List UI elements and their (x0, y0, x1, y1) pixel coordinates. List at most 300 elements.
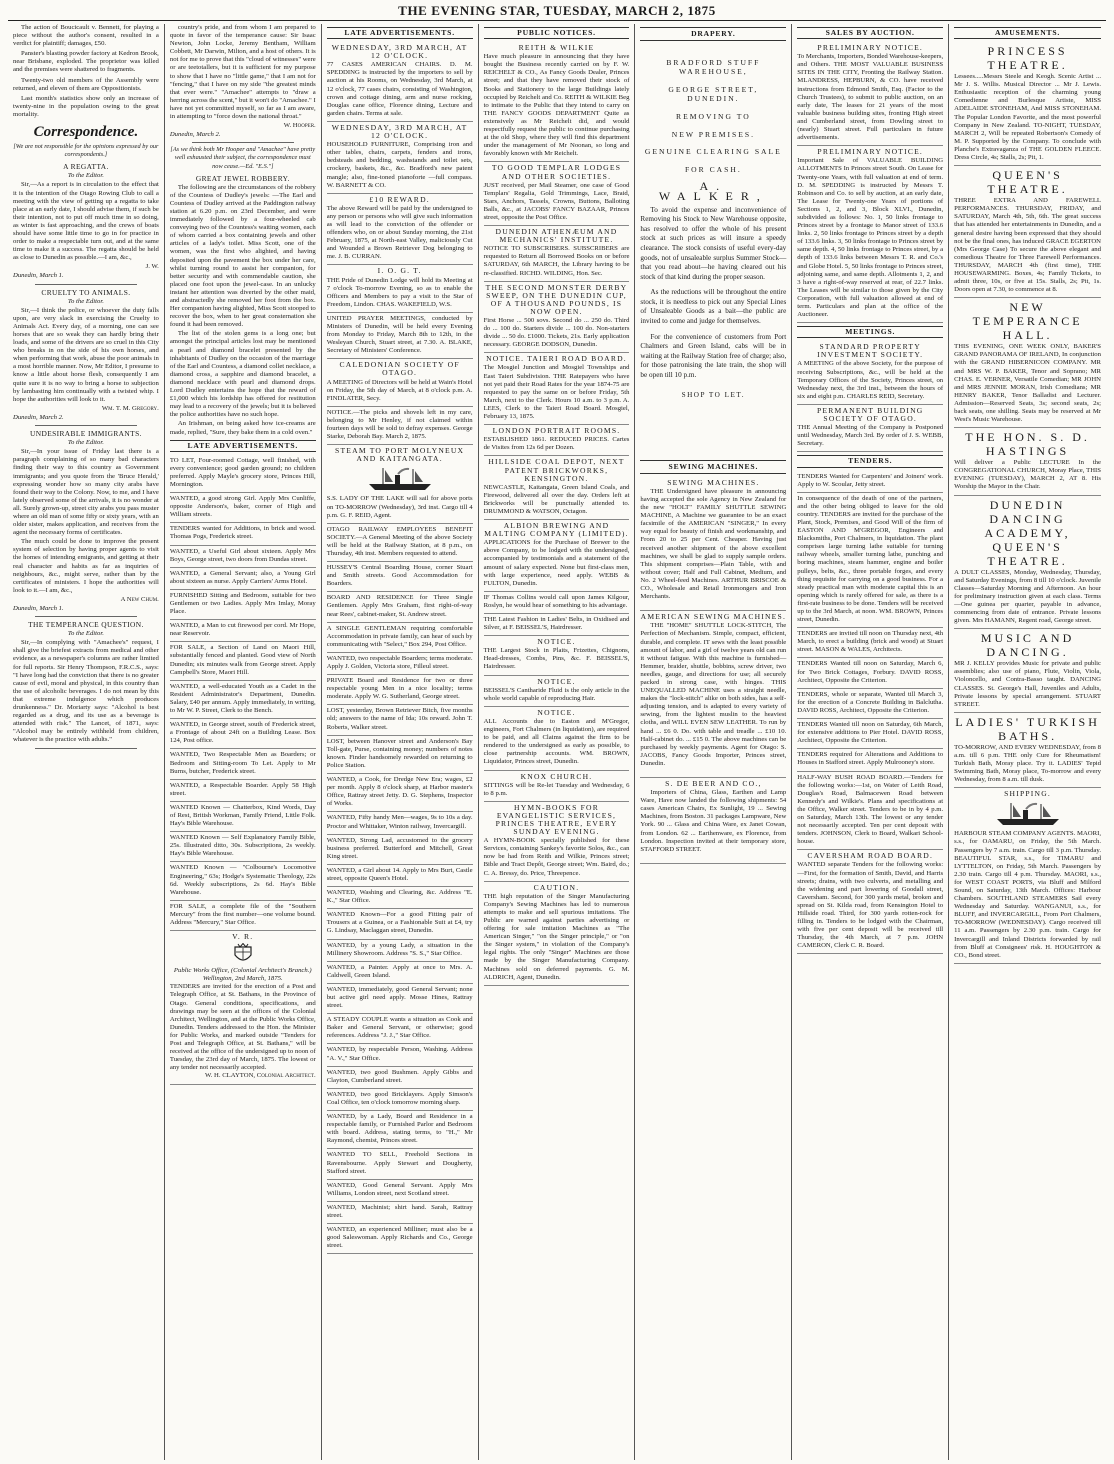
ad-body: To Merchants, Importers, Bonded Warehouse-keepers, and Others. THE MOST VALUABLE BUSINESS SITES IN THE CITY, Fronting the Railway Station. MLANDRESS, HEPBURN, & CO. have received instructions from Edmond Smith, Esq. (Factor to the Church Trustees), to submit to public auction, on an early date, The leases for 21 years of the most valuable business building sites, fronting High street and Cumberland street, from Dowling street to (nearly) Stuart street. Full particulars in future advertisements. (797, 53, 944, 142)
ad-body: APPLICATIONS for the Purchase of Brewer to the above Company, to be lodged with the undersigned, accompanied by testimonials and a statement of the amount of salary expected. None but first-class men, with large experience, need apply. WEBB & FULTON, Dunedin. (483, 539, 630, 587)
ad-heading: PRELIMINARY NOTICE. (817, 147, 924, 157)
ad-body: WANTED separate Tenders for the following works:—First, for the formation of Smith, David, and Harris streets; drains, with two culverts, and metalling and the widening and part lowering of Goodall street, Caversham. Second, for 300 yards metal, broken and spread on St. Kilda road, from Kensington Hotel to Hillside road. Third, for 300 yards rotten-rock for filling in. Tenders to be lodged with the Chairman, with five per cent deposit will be received till Thursday, the 4th March, at 7 p.m. JOHN CAMERON, Clerk C. R. Board. (797, 861, 944, 950)
advertisement (327, 1044, 473, 1066)
advertisement (327, 42, 473, 122)
ad-body: WANTED, Good General Servant. Apply Mrs Williams, London street, next Scotland street. (326, 1181, 473, 1197)
ad-heading: DUNEDIN DANCING ACADEMY, QUEEN'S THEATRE. (984, 497, 1071, 568)
drapery-line: FOR CASH. (684, 164, 742, 174)
ad-body: Will deliver a Public LECTURE In the CONGREGATIONAL CHURCH, Moray Place, THIS EVENING (TUESDAY), MARCH 2, AT 8. His Worship the Mayor in the Chair. (954, 459, 1101, 491)
advertisement (327, 592, 473, 622)
article-date: Dunedin, March 1. (13, 272, 64, 280)
ad-body: WANTED, a Painter. Apply at once to Mrs. A. Caldwell, Green Island. (326, 963, 473, 979)
royal-crest-icon (230, 943, 256, 965)
ad-heading: NEW TEMPERANCE HALL. (972, 300, 1083, 343)
article-subtitle: To the Editor. (67, 630, 104, 638)
advertisement (170, 862, 316, 900)
advertisement (327, 524, 473, 562)
ad-body: TENDERS Wanted for Carpenters' and Joiners' work. Apply to W. Scoular, Jetty street. (797, 472, 944, 488)
ad-body: WANTED, two good Bushmen. Apply Gibbs and Clayton, Cumberland street. (326, 1068, 473, 1084)
ad-body: WANTED, a Girl about 14. Apply to Mrs Burt, Castle street, opposite Queen's Hotel. (326, 866, 473, 882)
masthead-title: THE EVENING STAR, TUESDAY, MARCH 2, 1875 (398, 3, 716, 18)
ad-body: A MEETING of Directors will be held at Wain's Hotel on Friday, the 5th day of March, at 8 o'clock p.m. A. FINDLATER, Secy. (326, 378, 473, 402)
advertisement (484, 353, 630, 425)
divider-rule (35, 425, 137, 426)
ad-body: TENDERS, whole or separate, Wanted till March 3, for the erection of a Concrete Building in Balclutha. DAVID ROSS, Architect, Opposite the Criterion. (797, 690, 944, 714)
drapery-paragraph: As the reductions will be throughout the entire stock, it is needless to pick out any Special Lines of Unsaleable Goods as a bait—the public are invited to come and judge for themselves. (640, 288, 787, 326)
ad-heading: WEDNESDAY, 3RD MARCH, AT 12 O'CLOCK. (331, 122, 468, 141)
advertisement (797, 850, 943, 954)
editor-note: [As we think both Mr Hooper and "Amachee" have pretty well exhausted their subject, the correspondence must now cease.—Ed. "E.S."] (170, 146, 316, 170)
advertisement (327, 940, 473, 962)
article-signature: W. Hooper. (283, 122, 316, 130)
ad-body: A MEETING of the above Society, for the purpose of receiving Subscriptions, &c., will be held at the Temporary Offices of the Society, Princes street, on Wednesday next, the 3rd inst., between the hours of six and eight p.m. CHARLES REID, Secretary. (797, 360, 944, 400)
advertisement (484, 771, 630, 802)
news-paragraph: Last month's statistics show only an increase of twenty-nine in the population owing to the great mortality. (13, 94, 159, 118)
article-signature: A New Chum. (120, 595, 159, 603)
advertisement (484, 456, 630, 520)
ad-body: WANTED, a well-educated Youth as a Cadet in the Resident Administrator's Department, Dunedin. Salary, £40 per annum. Apply immediately, in writing, to Mr W. P. Street, Clerk to the Bench. (169, 682, 316, 715)
ad-heading: HYMN-BOOKS FOR EVANGELISTIC SERVICES, PRINCES THEATRE, EVERY SUNDAY EVENING. (495, 802, 618, 837)
shop-to-let: SHOP TO LET. (681, 390, 746, 399)
article-paragraph: Sir,—In complying with "Amachee's" request, I shall give the briefest extracts from medical and other evidence, as a newspaper's columns are rather limited for full reports. Sir Henry Thompson, F.R.C.S., says: "I have long had the conviction that there is no greater cause of evil, moral and physical, in this country than the use of alcoholic beverages. I do not mean by this that extreme indulgence which produces drunkenness." Dr. Moriarty says: "Alcohol is best regarded as a drug, and its use as a beverage is attended with risk." The Lancet, of 1871, says: "Alcohol may be entirely withheld from children, whatever is the practice with adults." (13, 639, 159, 744)
ad-heading: CAUTION. (533, 882, 580, 892)
advertisement (327, 1067, 473, 1089)
ad-body: THE "HOME" SHUTTLE LOCK-STITCH, The Perfection of Mechanism. Simple, compact, efficient, durable, and complete. IT sews with the least possible amount of labor, and a girl of twelve years old can run it without fatigue. With this machine is furnished—Hemmer, braider, shuttle, bobbins, screw driver, two needles, gauge, and directions for use; all securely packed in strong case, with hinges. THIS UNEQUALLED MACHINE uses a straight needle, makes the "lock-stitch" alike on both sides, has a self-adjusting tension, and is adapted to every variety of sewing, from the lightest muslin to the heaviest cloths, and WILL EVEN SEW LEATHER. To run by hand ... £6 0. Do. with table and treadle ... £10 10. Half-cabinet do. ... £15 0. The above machines can be purchased by weekly payments. Agent for Otago: S. JACOBS, Fancy Goods Importer, Princes street, Dunedin. (640, 622, 787, 767)
ad-heading: AMERICAN SEWING MACHINES. (640, 612, 787, 622)
article-paragraph: The much could be done to improve the present system of selection by having proper agents to visit the homes of intending emigrants, and getting at their real character and habits as far as inquiries of neighbours, &c., might serve, rather than by the certificates of ministers. I hope the authorities will look to it.—I am, &c., (13, 538, 159, 594)
ad-heading: LADIES' TURKISH BATHS. (955, 714, 1100, 743)
advertisement (170, 590, 316, 620)
advertisement (327, 1202, 473, 1224)
ad-signature: W. H. CLAYTON, Colonial Architect. (205, 1072, 316, 1080)
ad-body: WANTED, by respectable Person, Washing. Address "A. V.," Star Office. (326, 1046, 473, 1062)
ad-body: Lessees.....Messrs Steele and Keogh. Scenic Artist ... Mr J. S. Willis. Musical Director ... Mr J. Lewis. Enthusiastic reception of the charming young Comedienne and Burlesque Artiste, MISS ADELAIDE STONEHAM, And MISS STONEHAM. The Popular London Favorite, and the most powerful Company in New Zealand. TO-NIGHT, TUESDAY, MARCH 2, Will be repeated Robertson's Comedy of M. P. Supported by the Company. To conclude with Planche's Extravaganza of THE GOLDEN FLEECE. Dress Circle, 4s; Stalls, 2s; Pit, 1. (954, 73, 1101, 162)
ad-body: TENDERS are invited till noon on Thursday next, 4th March, to erect a building (brick and wood) at Stuart street. MASON & WALES, Architects. (797, 630, 944, 654)
advertisement (170, 780, 316, 802)
ad-body: TENDERS Wanted till noon on Saturday, March 6, for Two Brick Cottages, Forbury. DAVID ROSS, Architect, Opposite the Criterion. (797, 660, 944, 684)
robbery-body (170, 184, 316, 437)
column-5 (635, 24, 792, 1460)
ad-body: WANTED, in George street, south of Frederick street, a Frontage of about 24ft on a Building Lease. Box 124, Post office. (169, 721, 316, 745)
advertisement (327, 194, 473, 266)
advertisement (797, 689, 943, 719)
advertisement (954, 428, 1101, 495)
ad-body: WANTED Known—For a good Fitting pair of Trousers at a Guinea, or a Fashionable Suit at £4, try G. Lindsay, Maclaggan street, Dunedin. (326, 911, 473, 935)
ad-body: WANTED Known — "Colbourne's Locomotive Engineering," 63s; Hodge's Systematic Theology, 22s 6d. Weekly subscriptions, 2s 6d. Hay's Bible Warehouse. (169, 864, 316, 896)
ad-body: IF Thomas Collins would call upon James Kilgour, Roslyn, he would hear of something to his advantage. (483, 593, 630, 609)
article-body (13, 639, 159, 744)
ad-body: LOST, between Hanover street and Anderson's Bay Toll-gate, Purse, containing money; numbers of notes known. Finder handsomely rewarded on returning to Police Station. (326, 737, 473, 769)
ad-heading: PRINCESS THEATRE. (987, 44, 1068, 73)
advertisement (484, 42, 630, 162)
advertisement (170, 523, 316, 545)
ad-body: First Horse ... 500 sovs. Second do ... 250 do. Third do ... 100 do. Starters divide ... 100 do. Non-starters divide ... 50 do. £1000. Tickets, 21s. Early application necessary. GEORGE DODSON, Dunedin. (483, 317, 630, 349)
ad-heading: STANDARD PROPERTY INVESTMENT SOCIETY. (817, 342, 924, 360)
article-paragraph: The following are the circumstances of the robbery of the Countess of Dudley's jewels: —The Earl and Countess of Dudley arrived at the Paddington railway station at 6.20 p.m. on 23rd December, and were immediately followed by a four-wheeled cab conveying two of the Countess's waiting women, each of whom carried a box containing jewels and other articles of a lady's toilet. Miss Scott, one of the women, was the first who alighted, and having deposited upon the pavement the box under her care, whilst turning round to assist her companion, for better security and with commendable caution, she placed one foot upon the jewel-case. In an unlucky instant her attention was diverted by the other maid, and abstractedly she removed her foot from the box. Her companion having alighted, Miss Scott stooped to recover the box, when to her great consternation she found it had been removed. (169, 183, 316, 329)
walker-name: A. WALKER, (658, 179, 768, 203)
drapery-line: REMOVING TO (676, 111, 751, 121)
advertisement (797, 493, 943, 629)
advertisement (797, 471, 943, 493)
advertisement (484, 707, 630, 771)
ad-body: SITTINGS will be Re-let Tuesday and Wednesday, 6 to 8 p.m. (483, 781, 630, 797)
ad-body: THE Latest Fashion in Ladies' Belts, in Oxidised and Silver, at F. BEISSEL'S, Hairdresser. (483, 616, 630, 632)
article-body (13, 448, 159, 595)
advertisement (484, 882, 630, 986)
advertisement (640, 477, 786, 611)
advertisement (484, 676, 630, 707)
public-works-notice (170, 931, 316, 1084)
ad-body: WANTED, by a Lady, Board and Residence in a respectable family, or Furnished Parlor and Bedroom with board. Address, stating terms, to "H.," Mr Raymond, chemist, Princes street. (326, 1113, 473, 1145)
advertisement (484, 425, 630, 456)
advertisement (797, 405, 943, 452)
advertisement (327, 1180, 473, 1202)
advertisement (484, 614, 630, 636)
robbery-title: GREAT JEWEL ROBBERY. (195, 173, 290, 183)
ad-heading: SEWING MACHINES. (667, 477, 760, 487)
advertisement (797, 628, 943, 658)
ad-body: WANTED, Strong Lad, accustomed to the grocery business preferred. Butterford and Mitchell, Great King street. (326, 836, 473, 860)
advertisement (327, 1149, 473, 1179)
section-heading: TENDERS. (797, 455, 943, 467)
ad-body: THIS EVENING, ONE WEEK ONLY, BAKER'S GRAND PANORAMA OF IRELAND, In conjunction with the GRAND HIBERNICON COMPANY. MR and MRS W. P. BAKER, Tenor and Soprano; MR CHAS. E. VERNER, Versatile Comedian; MR JOHN and MRS JENNIE MORAN, Irish Comedians; MR HENRY BAKER, Tenor Balladist and Lecturer. Admission—Reserved Seats, 3s; second seats, 2s; back seats, one shilling. Seats may be reserved at Mr West's Music Warehouse. (954, 343, 1101, 424)
ad-heading: HILLSIDE COAL DEPOT, NEXT PATENT BRICKWORKS, KENSINGTON. (488, 457, 625, 483)
ad-body: PRIVATE Board and Residence for two or three respectable young Men in a nice locality; terms moderate. Apply W. G. Sutherland, George street. (326, 677, 473, 701)
ad-body: WANTED, a Useful Girl about sixteen. Apply Mrs Boys, George street, two doors from Dundas street. (169, 547, 316, 563)
ad-body: LOST, yesterday, Brown Retriever Bitch, five months old; answers to the name of Ida; 10s reward. John T. Roberts, Walker street. (326, 707, 473, 731)
advertisement (327, 984, 473, 1014)
advertisement (327, 407, 473, 445)
sewing-machines-heading: SEWING MACHINES. (640, 460, 786, 474)
ad-body: TENDERS Wanted till noon on Saturday, 6th March, for extensive additions to Pier Hotel. DAVID ROSS, Architect, Opposite the Criterion. (797, 721, 944, 745)
advertisement (170, 719, 316, 749)
ad-body: A STEADY COUPLE wants a situation as Cook and Baker and General Servant, or otherwise; good references. Address "J. J.," Star Office. (326, 1016, 473, 1040)
advertisement (170, 455, 316, 493)
ad-heading: I. O. G. T. (377, 266, 422, 276)
article-paragraph: The list of the stolen gems is a long one; but amongst the principal articles lost may be mentioned a pearl and diamond bracelet presented by the inhabitants of Dudley on the occasion of the marriage of the Earl and Countess, a diamond collet necklace, a diamond cross, a sapphire and diamond bracelet, a diamond necklace with pearl and diamond drops. Lord Dudley entertains the hope that the reward of £1,000 which his lordship has offered for restitution may lead to a recovery of the jewels; but it is believed the police authorities have no such hope. (169, 330, 316, 419)
ad-body: OTAGO RAILWAY EMPLOYEES BENEFIT SOCIETY.—A General Meeting of the above Society will be held at the Railway Station, at 8 p.m., on Thursday, 4th inst. Members requested to attend. (326, 525, 473, 557)
advertisement (327, 705, 473, 735)
divider-rule (35, 616, 137, 617)
advertisement (327, 812, 473, 834)
ad-heading: V. R. (232, 932, 254, 942)
ad-heading: NOTICE. (537, 707, 576, 717)
ad-body: BEISSEL'S Cantharide Fluid is the only article in the whole world capable of reproducing Hair. (483, 686, 630, 702)
ad-body: A HYMN-BOOK specially published for these Services, containing Sankey's favorite Solos, &c., can now be had from Reith and Wilkie, Princes street; Bible and Tract Depôt, George street; Wm. Baird, do.; C. A. Bressy, do. Price, Threepence. (483, 837, 630, 877)
news-paragraph: Panster's blasting powder factory at Kedron Brook, near Brisbane, exploded. The proprietor was killed and the premises were shattered to fragments. (13, 50, 159, 74)
ad-body: WANTED, Machinist; shirt hand. Sarah, Rattray street. (326, 1203, 473, 1219)
ad-body: NOTICE.—The picks and shovels left in my care, belonging to Mr Henley, if not claimed within fourteen days will be sold to defray expenses. George Starke, Deborah Bay. March 2, 1875. (326, 408, 473, 441)
amusements-heading: AMUSEMENTS. (954, 27, 1101, 39)
ad-heading: CAVERSHAM ROAD BOARD. (807, 851, 934, 861)
advertisement (170, 832, 316, 862)
ad-body: WANTED Known — Chatterbox, Kind Words, Day of Rest, British Workman, Family Friend, Little Folk. Hay's Bible Warehouse. (169, 803, 316, 828)
divider-rule (35, 284, 137, 285)
ad-body: WANTED TO SELL, Freehold Sections in Ravensbourne. Apply Stewart and Dougherty, Stafford street. (326, 1151, 473, 1175)
drapery-paragraph: To avoid the expense and inconvenience of Removing his Stock to New Warehouse opposite, has resolved to offer the whole of his present stock at such prices as will insure a speedy clearance. The stock consists of useful every-day goods, not of unsaleable surplus Summer Stock—that you read about—he having cleared out his stock of that kind during the proper season. (640, 205, 787, 281)
article-body (170, 24, 316, 121)
drapery-line: GENUINE CLEARING SALE (644, 147, 782, 157)
editor-disclaimer: [We are not responsible for the opinions expressed by our correspondents.] (13, 143, 159, 159)
advertisement (170, 901, 316, 931)
ad-body: WANTED, Two Respectable Men as Boarders; or Bedroom and Sitting-room To Let. Apply to Mr Burns, butcher, Frederick street. (169, 751, 316, 775)
ad-body: WANTED, by a young Lady, a situation in the Millinery Showroom. Address "S. S.," Star Office. (326, 941, 473, 957)
article-date: Dunedin, March 2. (169, 131, 221, 139)
late-ads-heading: LATE ADVERTISEMENTS. (170, 440, 316, 452)
article-title: CRUELTY TO ANIMALS. (41, 287, 131, 297)
ad-body: HOUSEHOLD FURNITURE, Comprising iron and other tables, chairs, carpets, fenders and irons, bedsteads and bedding, washstands and toilet sets, crockery, baskets, &c., &c. Bradford's new patent mangle; also, fine-toned pianoforte —full compass. W. BARNETT & CO. (326, 141, 473, 189)
ad-body: Important Sale of VALUABLE BUILDING ALLOTMENTS In Princes street South. On Lease for Twenty-one Years, with full valuation at end of term. D. M. SPEDDING is instructed by Messrs T. Robinson and Co. to sell by auction, at an early date, The Lease for Twenty-one Years of portions of Sections 1, 2, and 3, Block XLVI., Dunedin, subdivided as follows: No. 1, 50 links frontage to Princes street by a frontage to Manor street of 133.6 links. 2, 50 links frontage to Princes street by a depth of 133.6 links. 3, 50 links frontage to Princes street by same depth. 4, 50 links frontage to Princes street, by a depth of 133.6 links between Messrs T. R. and Co.'s and Globe Hotel. 5, 50 links frontage to Princes street, adjoining same, and same depth. Allotments 1, 2, and 3 have a right-of-way reserved at rear, of 22.7 links. The Leases will be similar to those given by the City Corporation, with full valuation allowed at end of term. Particulars and plan at the office of the Auctioneer. (797, 157, 944, 319)
advertisement (327, 562, 473, 592)
drapery-line: GEORGE STREET, DUNEDIN. (668, 84, 759, 104)
ad-body: WANTED, Washing and Clearing, &c. Address "E. K.," Star Office. (326, 889, 473, 905)
column-6 (792, 24, 949, 1460)
ad-body: Importers of China, Glass, Earthen and Lamp Ware, Have now landed the following shipments: 54 cases American Chairs, Ex Sunlight, 19 ... Sewing Machines, from Boston. 31 packages Lampware, New York. 90 ... Glass and China Ware, ex Janet Cowan, from London. 62 ... Earthenware, ex Florence, from London. Inspection invited at their temporary store, STAFFORD STREET. (640, 789, 787, 853)
ad-body: FOR SALE, a Section of Land on Maori Hill, substantially fenced and planted. Good view of North Dunedin; six minutes walk from George street. Apply Campbell's Store, Maori Hill. (169, 644, 316, 676)
ad-body: In consequence of the death of one of the partners, and the other being obliged to leave for the old country. TENDERS are invited for the purchase of the Plant, Stock, Premises, and Good Will of the firm of EASTON AND M'GREGOR, Engineers and Blacksmiths, Port Chalmers, in liquidation. The plant comprises large turning lathe suitable for turning railway wheels, smaller turning lathe, punching and boring machines, steam hammer, engine and boiler pulleys, belts, &c., three portable forges, and every thing requisite for carrying on a good business. For a steady practical man with moderate capital this is an opening which is rarely offered for sale, as there is a first-rate business to be done. Tenders will be received up to the 3rd March, at noon. WM. BROWN, Princes street, Dunedin. (797, 494, 944, 624)
advertisement (170, 681, 316, 719)
ad-body: Have much pleasure in announcing that they have bought the Business recently carried on by F. W. REICHELT & CO., As Fancy Goods Dealer, Princes street; and that they have removed their stock of Books and Stationery to the large Buildings lately occupied by Reichelt and Co. REITH & WILKIE Beg to intimate to the Public that they intend to carry on THE FANCY GOODS DEPARTMENT Quite as extensively as Mr Reichelt did, and would respectfully request the public to continue purchasing at the old Shop, where they will find this department under the management of Mr Noonan, so long and favorably known with Mr Reichelt. (483, 53, 630, 158)
steamship-icon (993, 801, 1063, 827)
advertisement (327, 313, 473, 359)
article-signature: Wm. T. M. Gregory. (101, 404, 159, 412)
advertisement (327, 1014, 473, 1044)
advertisement (327, 265, 473, 312)
ad-body: WANTED, a good strong Girl. Apply Mrs Cunliffe, opposite Anderson's, baker, corner of High and William streets. (169, 495, 316, 519)
article-date: Dunedin, March 1. (13, 605, 64, 612)
sewing-ads (640, 477, 786, 864)
drapery-paragraph: For the convenience of customers from Port Chalmers and Green Island, cabs will be in waiting at the Railway Station free of charge; also, for those patronising the late train, the shop will be open till 10 p.m. (640, 332, 787, 380)
article-subtitle: To the Editor. (67, 439, 104, 447)
advertisement (484, 592, 630, 614)
advertisement (954, 298, 1101, 428)
ad-heading: NOTICE. (537, 676, 576, 686)
ad-body: THE Largest Stock in Plaits, Frizettes, Chignons, Head-dresses, Combs, Pins, &c. F. BEISSEL'S, Hairdresser. (483, 647, 630, 671)
ad-body: THE Undersigned have pleasure in announcing having accepted the sole Agency in New Zealand for the new "HOLT" FAMILY SHUTTLE SEWING MACHINE, A Machine we guarantee to be an exact facsimile of the AMERICAN "SINGER," In every way equal for beauty of finish and workmanship, and From 20 to 25 per Cent. Cheaper. Having just received another shipment of the above excellent machines, we shall be glad to supply sample orders. This shipment comprises—Plain Table, with and without cover; Half and Full Cabinet, Medium, and No. 2 Wheel-feed Machines. ARTHUR BRISCOE & CO., Wholesale and Retail Ironmongers and Iron Merchants. (640, 487, 787, 601)
ad-body: MR J. KELLY provides Music for private and public assemblies; also use of piano, Flute, Violin, Viola, Violoncello, and Contra-Basso taught. DANCING CLASSES. St. George's Hall, Juveniles and Adults, Private lessons by special arrangement. STUART STREET. (954, 660, 1101, 708)
ad-heading: ALBION BREWING AND MALTING COMPANY (LIMITED). (484, 521, 629, 539)
ad-body: HUSSEY'S Central Boarding House, corner Stuart and Smith streets. Good Accommodation for Boarders. (326, 564, 473, 588)
ad-body: WANTED, immediately, good General Servant; none but active girl need apply. Mosse Hines, Rattray street. (326, 985, 473, 1010)
advertisement (797, 749, 943, 771)
advertisement (484, 636, 630, 675)
ad-body: FOR SALE, a complete file of the "Southern Mercury" from the first number—one volume bound. Address "Mercury," Star Office. (169, 902, 316, 926)
ad-body: HALF-WAY BUSH ROAD BOARD.—Tenders for the following works:—1st, on Water of Leith Road, Douglas's Road, Balmacewen Road between Kennedy's and Wilkie's. Plans and specifications at the Office, Walker street. Tenders to be in by 4 p.m. on Saturday, March 13th. The lowest or any tender not necessarily accepted. Ten per cent deposit with tenders. JOHNSON, Clerk to Board, Walkari School-house. (797, 773, 944, 846)
column-3 (322, 24, 479, 1460)
advertisement (484, 520, 630, 592)
advertisement (327, 736, 473, 774)
advertisement (170, 642, 316, 680)
ad-body: TO LET, Four-roomed Cottage, well finished, with every convenience; good garden ground; no children preferred. Apply Mayle's grocery store, Princes Hill, Mornington. (169, 456, 316, 488)
article-paragraph: Sir,—As a report is in circulation to the effect that it is the intention of the Otago Rowing Club to call a meeting with the view of getting up a regatta to take place at an early date, I should advise them, if such be their intention, not to put off much time in so doing, as winter is fast approaching, and the crews of boats should have some little time to go in for practice in order to make a respectable turn out, and at the same time to make it a success. The regatta should be held as close to Dunedin as possible.—I am, &c., (13, 181, 159, 262)
advertisement (170, 546, 316, 568)
advertisement (327, 445, 473, 523)
ad-body: TO-MORROW, AND EVERY WEDNESDAY, from 8 a.m. till 6 p.m. THE only Cure for Rheumatism! Turkish Bath, Moray place. Try it. LADIES' Tepid Swimming Bath, Moray place, To-morrow and every Wednesday, from 8 a.m. till dusk. (954, 743, 1101, 784)
ad-body: THE Annual Meeting of the Company is Postponed until Wednesday, March 3rd. By order of J. S. WEBB, Secretary. (797, 424, 944, 448)
advertisement (170, 620, 316, 642)
ad-heading: REITH & WILKIE (518, 43, 595, 53)
article-body (13, 181, 159, 262)
advertisement (170, 568, 316, 590)
section-heading: MEETINGS. (797, 326, 943, 338)
advertisement (797, 42, 943, 146)
ad-heading: PERMANENT BUILDING SOCIETY OF OTAGO. (816, 405, 924, 424)
ad-heading: PRELIMINARY NOTICE. (817, 43, 924, 53)
drapery-heading: DRAPERY. (640, 27, 786, 41)
advertisement (327, 774, 473, 812)
advertisement (327, 1224, 473, 1254)
ad-body: A DULT CLASSES, Monday, Wednesday, Thursday, and Saturday Evenings, from 8 till 10 o'clock. Juvenile Classes—Saturday Morning and Afternoon. An hour for preliminary instruction given at each class. Terms—One guinea per quarter, payable in advance, commencing from date of entrance. Private lessons given. Mrs HAMANN, Regent road, George street. (954, 568, 1101, 625)
advertisement (327, 887, 473, 909)
column-7 (949, 24, 1106, 1460)
advertisement (954, 713, 1101, 788)
ad-heading: THE HON. S. D. HASTINGS (965, 430, 1090, 459)
advertisement (327, 623, 473, 653)
article-date: Dunedin, March 2. (13, 413, 64, 421)
ad-body: S.S. LADY OF THE LAKE will sail for above ports on TO-MORROW (Wednesday), 3rd inst. Cargo till 4 p.m. G. F. REID, Agent. (326, 495, 473, 519)
ad-heading: THE SECOND MONSTER DERBY SWEEP, ON THE DUNEDIN CUP, OF A THOUSAND POUNDS, IS NOW OPEN. (485, 282, 628, 316)
ad-body: WANTED, a General Servant; also, a Young Girl about sixteen as nurse. Apply Carriers' Arms Hotel. (169, 569, 316, 585)
advertisement (484, 162, 630, 226)
drapery-line: NEW PREMISES. (671, 129, 755, 139)
ad-body: WANTED, Fifty handy Men—wages, 9s to 10s a day. Proctor and Whittaker, Winton railway, Invercargill. (326, 814, 473, 830)
ad-heading: DUNEDIN ATHENÆUM AND MECHANICS' INSTITUTE. (495, 227, 618, 245)
column-4 (479, 24, 636, 1460)
ad-body: NOTICE TO SUBSCRIBERS. SUBSCRIBERS are requested to Return all Borrowed Books on or before SATURDAY, 6th MARCH, the Library having to be re-classified. RICHD. WILDING, Hon. Sec. (483, 245, 630, 277)
public-notices-heading: PUBLIC NOTICES. (484, 27, 630, 39)
ad-body: HARBOUR STEAM COMPANY AGENTS. MAORI, s.s., for OAMARU, on Friday, the 5th March. Passengers by 7 a.m. train. Cargo till 3 p.m. Thursday. BEAUTIFUL STAR, s.s., for TIMARU and LYTTELTON, on Friday, 5th March. Passengers by 2.30 train. Cargo till 4 p.m. Thursday. MAORI, s.s., for WEST COAST PORTS, via Bluff and Milford Sound, on Saturday, 13th March. Offices: Harbour Chambers. SOUTHLAND STEAMERS Sail every Wednesday and Saturday. WANGANUI, s.s., for BLUFF, and INVERCARGILL, From Port Chalmers, TO-MORROW (WEDNESDAY). Cargo received till 11 a.m. Passengers by 2.30 p.m. train. Cargo for Invercargill and Inland Districts forwarded by rail from Bluff at Consignees' risk. H. HOUGHTON & CO., Bond street. (954, 830, 1101, 959)
column-2 (165, 24, 322, 1460)
ad-body: NEWCASTLE, Kaitangata, Green Island Coals, and Firewood, delivered all over the day. Orders left at Brickworks will be punctually attended to. DRUMMOND & WATSON, Octagon. (483, 483, 630, 515)
advertisement (797, 719, 943, 749)
article-title: UNDESIRABLE IMMIGRANTS. (29, 429, 142, 439)
advertisement (327, 122, 473, 194)
advertisement (797, 146, 943, 323)
news-paragraph: Twenty-two old members of the Assembly were returned, and eleven of them are Oppositionists. (13, 76, 159, 92)
ad-body: BOARD AND RESIDENCE for Three Single Gentlemen. Apply Mrs Graham, first right-of-way near Rees', cabinet-maker, St. Andrew street. (326, 594, 473, 618)
auction-heading: SALES BY AUCTION. (797, 27, 943, 39)
ad-body: The Mosgiel Junction and Mosgiel Townships and East Taieri Subdivision. THE Ratepayers who have not yet paid their Road Rates for the year 1874-75 are requested to pay the same on or before Friday, 5th March, next to the Clerk. Hours 10 a.m. to 3 p.m. A. LEES, Clerk to the Taieri Road Board. Mosgiel, February 13, 1875. (483, 364, 630, 421)
ad-heading: NOTICE. (537, 637, 576, 647)
advertisement (327, 962, 473, 984)
advertisement (954, 629, 1101, 713)
advertisement (327, 1111, 473, 1149)
ad-heading: MUSIC AND DANCING. (980, 631, 1075, 660)
news-paragraph: The action of Boucicault v. Bennett, for playing a piece without the author's consent, resulted in a verdict for plaintiff; damages, £50. (13, 24, 159, 48)
ad-body: THE Pride of Dunedin Lodge will hold its Meeting at 7 o'clock To-morrow Evening, so as to enable the Officers and Members to pay a visit to the Star of Freedom, Lindon. CHAS. WAKEFIELD, W.S. (326, 276, 473, 308)
article-paragraph: An Irishman, on being asked how ice-creams are made, replied, "Sure, they bake them in a cold oven." (169, 420, 316, 436)
advertisement (954, 166, 1101, 298)
advertisement (954, 42, 1101, 166)
advertisement (797, 341, 943, 405)
advertisement (797, 658, 943, 688)
article-paragraph: Sir,—In your issue of Friday last there is a paragraph complaining of so many bad characters finding their way to this country as Government immigrants; and you quote from the 'Bruce Herald,' expressing wonder how so many city arabs have found their way to the Colony. Now, to me, and I have lately observed some of the arrivals, it is no wonder at all. Surely grown-up, street city arabs you pass muster where an old man of some fifty or sixty years, with an older sister, makes application, and receives from the agent the necessary forms of certificates. (13, 448, 159, 537)
article-title: A REGATTA. (63, 162, 109, 172)
ad-body: FURNISHED Sitting and Bedroom, suitable for two Gentlemen or two Ladies. Apply Mrs Imlay, Moray Place. (169, 591, 316, 616)
column-1 (8, 24, 165, 1460)
article-title: THE TEMPERANCE QUESTION. (28, 620, 144, 630)
advertisement (327, 1089, 473, 1111)
ad-body: The above Reward will be paid by the undersigned to any person or persons who will give such information as will lead to the conviction of the offender or offenders who, on or about Sunday morning, the 21st February, 1875, at North-east Valley, maliciously Cut and Wounded a Brown Retriever Dog belonging to me. J. B. CURRAN. (326, 204, 473, 261)
drapery-line: BRADFORD STUFF WAREHOUSE, (666, 57, 761, 77)
ad-body: WANTED, a Respectable Boarder. Apply 58 High street. (169, 781, 316, 797)
ad-heading: CALEDONIAN SOCIETY OF OTAGO. (339, 360, 460, 378)
ad-body: THE high reputation of the Singer Manufacturing Company's Sewing Machines has led to numerous attempts to make and sell spurious imitations. The Public are warned against parties advertising or offering for sale imitation Machines as "The American Singer," "on the Singer principle," or "on the Singer system," in violation of the Company's legal rights. The only "Singer" Machines are those made by the Singer Manufacturing Company. Machines sold on deferred payments. G. M. ALDRICH, Agent, Dunedin. (483, 892, 630, 981)
ad-heading: SHIPPING. (1004, 789, 1052, 799)
ad-body: UNITED PRAYER MEETINGS, conducted by Ministers of Dunedin, will be held every Evening from Monday to Friday, March 8th to 12th, in the Wesleyan Church, Stuart street, at 7.30. A. BLAKE, Secretary of Ministers' Conference. (326, 314, 473, 355)
advertisement (640, 778, 786, 864)
ad-body: 77 CASES AMERICAN CHAIRS. D. M. SPEDDING is instructed by the importers to sell by auction at his Rooms, on Wednesday, 3rd March, at 12 o'clock, 77 cases chairs, consisting of Washington, crown and cottage dining, arm and nurse rocking, Douglas cane office, Florence dining, Lecture and garden chairs. Terms at sale. (326, 61, 473, 117)
ad-body: WANTED, a Cook, for Dredge New Era; wages, £2 per month. Apply 8 o'clock sharp, at Harbor master's Office, Rattray street Jetty. D. G. Stephens, Inspector of Works. (326, 776, 473, 808)
ad-body: WANTED, a Man to cut firewood per cord. Mr Hope, near Reservoir. (169, 622, 316, 638)
advertisement (170, 749, 316, 779)
article-paragraph: country's pride, and from whom I am prepared to quote in favor of the temperance cause: Sir Isaac Newton, John Locke, Jeremy Bentham, William Cobbett, Mr Darwin, Milton, and a host of others. It is not for me to prove that this "cloud of witnesses" were or are teetotallers, but it is sufficient for my purpose to show that I have no "little game," that I am not for "fencing," that I have on my side "the greatest minds that ever were." "Amachee" attempts to "draw a herring across the scent," but it won't do "Amachee." I have not yet committed myself, so far as I am aware, in attempting to "force down the national throat." (169, 24, 316, 121)
advertisement (327, 865, 473, 887)
advertisement (640, 611, 786, 778)
steamship-icon (365, 466, 435, 492)
ad-heading: £10 REWARD. (369, 194, 430, 204)
article-paragraph: Sir,—I think the police, or whoever the duty falls upon, are very slack in exercising the Cruelty to Animals Act. Every day, of a morning, one can see horses that are so weak they can hardly bring their loads, and some of the drivers are so cruel in this City who breaks in on the side of his own horses, and when performing that work, abuse the poor animals in a most horrible manner. Now, Mr Editor, I presume to know a little about horse flesh, consequently I am quite sure it is no way to bring a horse to subjection by lambasting him continually with a twisted whip. I hope the authorities will look to it. (13, 306, 159, 403)
advertisement (170, 802, 316, 832)
advertisement (170, 493, 316, 523)
correspondence-heading: Correspondence. (33, 124, 139, 141)
article-subtitle: To the Editor. (67, 297, 104, 305)
ad-heading: STEAM TO PORT MOLYNEUX AND KAITANGATA. (335, 446, 465, 464)
article-subtitle: To the Editor. (67, 172, 104, 180)
divider-rule (192, 142, 294, 143)
late-ads-heading: LATE ADVERTISEMENTS. (327, 27, 473, 39)
advertisement (327, 653, 473, 675)
advertisement (327, 675, 473, 705)
ad-heading: KNOX CHURCH. (520, 771, 593, 781)
ad-body: WANTED, two respectable Boarders; terms moderate. Apply J. Golden, Victoria store, Filleul street. (326, 654, 473, 670)
advertisement (327, 359, 473, 406)
divider-rule (35, 748, 137, 749)
ad-heading: LONDON PORTRAIT ROOMS. (492, 426, 621, 436)
ad-body: TENDERS wanted for Additions, in brick and wood. Thomas Pogs, Frederick street. (169, 525, 316, 541)
ad-heading: NOTICE. TAIERI ROAD BOARD. (486, 354, 627, 364)
article-signature: J. W. (145, 263, 159, 271)
ad-heading: TO GOOD TEMPLAR LODGES AND OTHER SOCIETIES. (491, 163, 622, 181)
ad-subheading: Public Works Office, (Colonial Architect's Branch.) Wellington, 2nd March, 1875. (173, 967, 312, 983)
advertisement (327, 909, 473, 939)
ad-body: A SINGLE GENTLEMAN requiring comfortable Accommodation in private family, can hear of such by communicating with "Select," Box 294, Post Office. (326, 624, 473, 648)
advertisement (327, 835, 473, 865)
advertisement (484, 802, 630, 882)
ad-body: ALL Accounts due to Easton and M'Gregor, engineers, Fort Chalmers (in liquidation), are required to be paid, and all Claims against the firm to be rendered to the undersigned as early as possible, to close partnership accounts. WM. BROWN, Liquidator, Princes street, Dunedin. (483, 717, 630, 766)
ad-body: ESTABLISHED 1861. REDUCED PRICES. Cartes de Visites from 12s 6d per Dozen. (483, 436, 630, 452)
advertisement (797, 772, 943, 851)
spacer (640, 44, 786, 58)
ad-body: WANTED, two good Bricklayers. Apply Simson's Coal Office, ten o'clock tomorrow morning sharp. (326, 1090, 473, 1106)
ad-body: JUST received, per Mail Steamer, one case of Good Templars' Regalia, Gold Trimmings, Lace, Braid, Stars, Anchors, Tassels, Crowns, Buttons, Balloting Balls, &c., at JACOBS' FANCY BAZAAR, Princes street, opposite the Post Office. (483, 181, 630, 221)
advertisement (484, 226, 630, 282)
ad-heading: QUEEN'S THEATRE. (987, 168, 1068, 197)
ad-body: WANTED Known — Self Explanatory Family Bible, 25s. Illustrated ditto, 30s. Subscriptions, 2s weekly. Hay's Bible Warehouse. (169, 834, 316, 858)
ad-body: THREE EXTRA AND FAREWELL PERFORMANCES. THURSDAY, FRIDAY, and SATURDAY, March 4th, 5th, 6th. The great success that has attended her entertainments in Dunedin, and a general desire having been expressed that they should not be the final ones, has induced GRACE EGERTON (Mrs George Case) To secure the above elegant and comedious Theatre for Three Farewell Performances. THURSDAY, MARCH 4th (first time), THE HOUSEWARMING. Boxes, 4s; Family Tickets, to admit three, 10s, or five at 15s. Stalls, 2s; Pit, 1s. Doors open at 7.30, to commence at 8. (954, 197, 1101, 294)
columns (8, 24, 1106, 1460)
masthead (8, 2, 1106, 21)
advertisement (484, 282, 630, 354)
advertisement (954, 496, 1101, 630)
ad-body: WANTED, an experienced Milliner; must also be a good Saleswoman. Apply Richards and Co., George street. (326, 1226, 473, 1250)
ad-body: TENDERS are invited for the erection of a Post and Telegraph Office, at St. Bathans, in the Province of Otago. General conditions, specifications, and drawings may be seen at the offices of the Colonial Architect, Wellington, and at the Public Works Office, Dunedin. Tenders addressed to the Hon. the Minister for Public Works, and marked outside "Tenders for Post and Telegraph Office, at St. Bathans," will be received at the office of the undersigned up to noon of Tuesday, the 23rd day of March, 1875. The lowest or any tender not necessarily accepted. (169, 983, 316, 1072)
ad-heading: S. DE BEER AND CO., (665, 779, 762, 788)
article-body (13, 307, 159, 404)
advertisement (954, 788, 1101, 964)
ad-body: TENDERS required for Alterations and Additions to Houses in Stafford street. Apply Mulrooney's store. (797, 751, 944, 767)
ad-heading: WEDNESDAY, 3RD MARCH, AT 12 O'CLOCK. (331, 43, 468, 61)
